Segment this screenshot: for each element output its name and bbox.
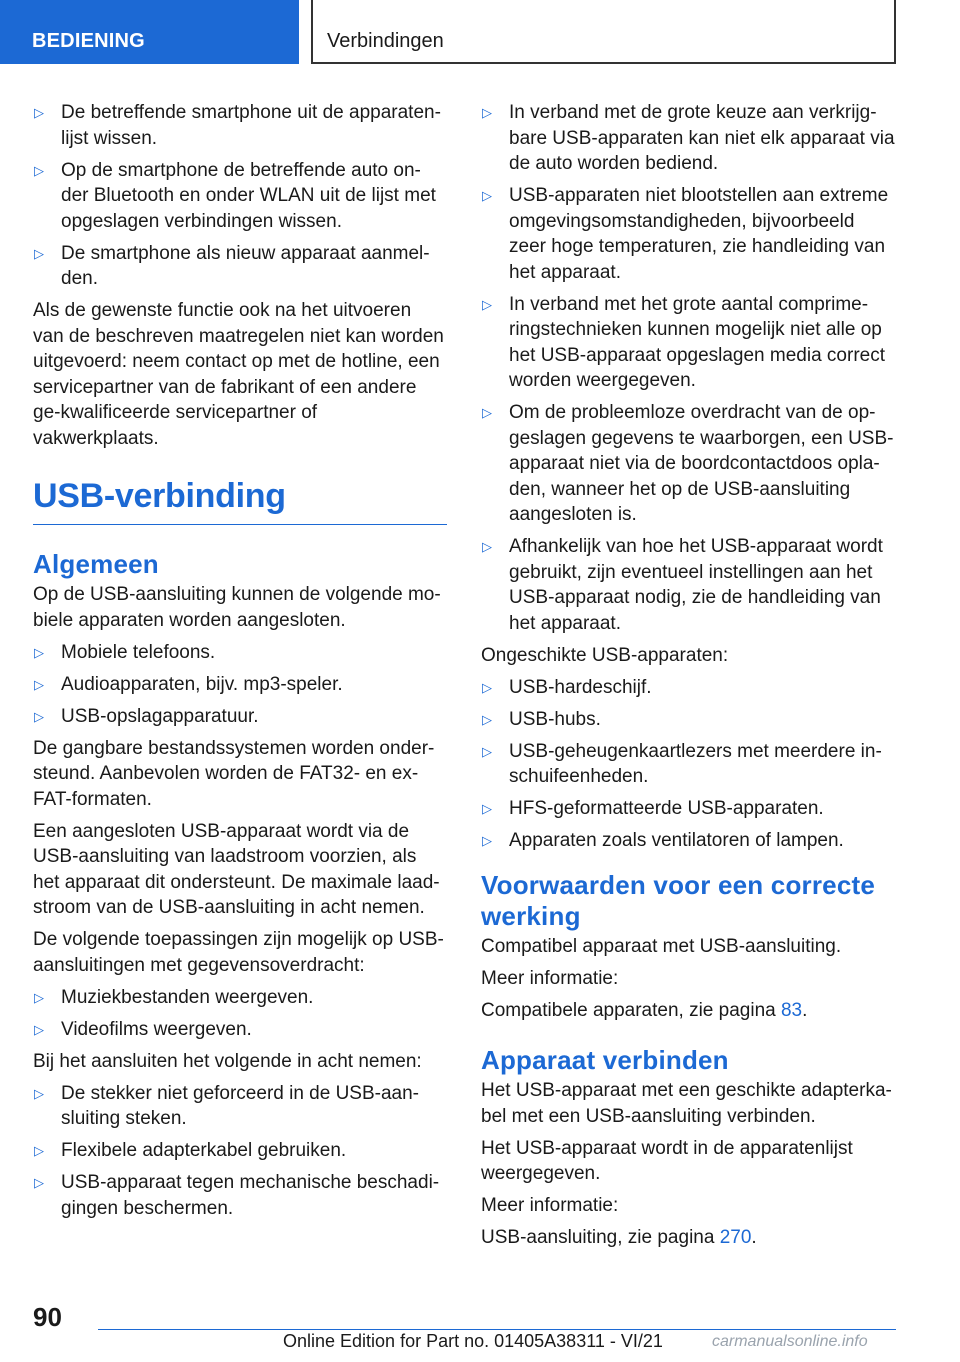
paragraph: Meer informatie:	[481, 1195, 619, 1216]
list-item: ▷ Audioapparaten, bijv. mp3-speler.	[33, 672, 447, 698]
triangle-right-icon: ▷	[34, 1175, 44, 1190]
triangle-right-icon: ▷	[34, 1085, 44, 1101]
list-item: ▷ Videofilms weergeven.	[33, 1017, 447, 1043]
subheading-voorwaarden: Voorwaarden voor een correcte werking	[481, 869, 876, 931]
left-bullets-2	[33, 640, 447, 730]
subheading-apparaat-verbinden: Apparaat verbinden	[481, 1045, 729, 1075]
triangle-right-icon: ▷	[34, 989, 44, 1005]
list-item: ▷ USB-hardeschijf.	[481, 675, 895, 701]
triangle-right-icon: ▷	[34, 1021, 44, 1037]
list-item: ▷ Apparaten zoals ventilatoren of lampen.	[481, 828, 895, 854]
left-bullets-3	[33, 985, 447, 1043]
triangle-right-icon: ▷	[34, 245, 44, 261]
header-chapter-box	[311, 0, 896, 64]
paragraph: Meer informatie:	[481, 967, 619, 989]
triangle-right-icon: ▷	[482, 801, 492, 816]
triangle-right-icon: ▷	[482, 296, 492, 312]
paragraph: Op de USB-aansluiting kunnen de volgende mo-biele apparaten worden aangesloten.	[33, 584, 441, 631]
list-item: ▷ USB-opslagapparatuur.	[33, 704, 447, 730]
footer-divider	[98, 1329, 896, 1330]
list-item: ▷ In verband met het grote aantal comprime-ringstechnieken kunnen mogelijk niet alle op het USB-apparaat opgeslagen media correct worden weergegeven.	[482, 293, 886, 391]
triangle-right-icon: ▷	[482, 743, 492, 759]
list-item: ▷ USB-geheugenkaartlezers met meerdere in-schuifeenheden.	[482, 740, 882, 787]
page-number: 90	[33, 1302, 62, 1332]
subheading-algemeen: Algemeen	[33, 549, 159, 579]
page-link-83[interactable]: 83	[780, 999, 803, 1021]
left-bullets-1	[33, 100, 447, 292]
triangle-right-icon: ▷	[34, 676, 44, 692]
list-item: ▷ HFS-geformatteerde USB-apparaten.	[481, 796, 895, 822]
list-item: ▷ USB-apparaat tegen mechanische beschadi-gingen beschermen.	[34, 1172, 440, 1219]
paragraph: Het USB-apparaat wordt in de apparatenlijst weergegeven.	[481, 1137, 853, 1184]
header-chapter-label: Verbindingen	[327, 30, 444, 52]
triangle-right-icon: ▷	[34, 1143, 44, 1158]
list-item: ▷ Om de probleemloze overdracht van de op-geslagen gegevens te waarborgen, een USB-apparaat niet via de boordcontactdoos opla-den, wanneer het op de USB-aansluiting aangesloten is.	[482, 402, 894, 525]
triangle-right-icon: ▷	[34, 162, 44, 178]
triangle-right-icon: ▷	[482, 679, 492, 695]
triangle-right-icon: ▷	[482, 405, 492, 420]
paragraph: De volgende toepassingen zijn mogelijk op USB-aansluitingen met gegevensoverdracht:	[33, 929, 444, 976]
list-item: ▷ Flexibele adapterkabel gebruiken.	[33, 1138, 447, 1164]
paragraph-with-link: Compatibele apparaten, zie pagina 83.	[481, 999, 808, 1021]
page-link-270[interactable]: 270	[719, 1227, 752, 1248]
list-item: ▷ In verband met de grote keuze aan verkrijg-bare USB-apparaten kan niet elk apparaat via de auto worden bediend.	[482, 102, 895, 174]
footer-edition: Online Edition for Part no. 01405A38311 - VI/21	[283, 1331, 663, 1351]
paragraph-with-link: USB-aansluiting, zie pagina 270.	[481, 1227, 757, 1248]
paragraph: Een aangesloten USB-apparaat wordt via de USB-aansluiting van laadstroom voorzien, als het apparaat dit ondersteunt. De maximale laad-stroom van de USB-aansluiting in acht nemen.	[33, 820, 440, 918]
list-item: ▷ De smartphone als nieuw apparaat aanmel-den.	[34, 242, 430, 289]
left-bullets-4	[33, 1081, 447, 1222]
header-section-tab	[0, 0, 299, 64]
list-item: ▷ Op de smartphone de betreffende auto on-der Bluetooth en onder WLAN uit de lijst met opgeslagen verbindingen wissen.	[34, 159, 436, 232]
list-item: ▷ Muziekbestanden weergeven.	[33, 985, 447, 1011]
list-item: ▷ Mobiele telefoons.	[33, 640, 447, 666]
triangle-right-icon: ▷	[482, 539, 492, 554]
list-item: ▷ USB-apparaten niet blootstellen aan extreme omgevingsomstandigheden, bijvoorbeeld zeer hoge temperaturen, zie handleiding van het apparaat.	[482, 185, 889, 283]
paragraph: Bij het aansluiten het volgende in acht nemen:	[33, 1050, 422, 1072]
list-item: ▷ De stekker niet geforceerd in de USB-aan-sluiting steken.	[34, 1082, 420, 1129]
right-bullets-1	[481, 100, 895, 636]
paragraph: Als de gewenste functie ook na het uitvoeren van de beschreven maatregelen niet kan worden uitgevoerd: neem contact op met de hotline, een servicepartner van de fabrikant of een andere ge-kwalificeerde servicepartner of vakwerkplaats.	[33, 300, 444, 449]
section-heading-usb: USB-verbinding	[33, 477, 447, 525]
triangle-right-icon: ▷	[34, 105, 44, 120]
paragraph: Ongeschikte USB-apparaten:	[481, 644, 729, 666]
list-item: ▷ Afhankelijk van hoe het USB-apparaat wordt gebruikt, zijn eventueel instellingen aan het USB-apparaat nodig, zie de handleiding van het apparaat.	[482, 536, 883, 634]
header-section-label: BEDIENING	[32, 30, 145, 52]
triangle-right-icon: ▷	[482, 105, 492, 120]
paragraph: De gangbare bestandssystemen worden onder-steund. Aanbevolen worden de FAT32- en ex-FAT-formaten.	[33, 737, 435, 810]
list-item: ▷ De betreffende smartphone uit de apparaten-lijst wissen.	[34, 102, 441, 149]
list-item: ▷ USB-hubs.	[481, 707, 895, 733]
triangle-right-icon: ▷	[482, 711, 492, 727]
triangle-right-icon: ▷	[34, 644, 44, 660]
paragraph: Compatibel apparaat met USB-aansluiting.	[481, 935, 842, 957]
right-column	[481, 100, 895, 1257]
triangle-right-icon: ▷	[482, 188, 492, 203]
triangle-right-icon: ▷	[482, 833, 492, 848]
paragraph: Het USB-apparaat met een geschikte adapterka-bel met een USB-aansluiting verbinden.	[481, 1080, 892, 1127]
left-column	[33, 100, 447, 1228]
triangle-right-icon: ▷	[34, 708, 44, 724]
footer-watermark: carmanualsonline.info	[712, 1333, 868, 1350]
right-bullets-2	[481, 675, 895, 854]
